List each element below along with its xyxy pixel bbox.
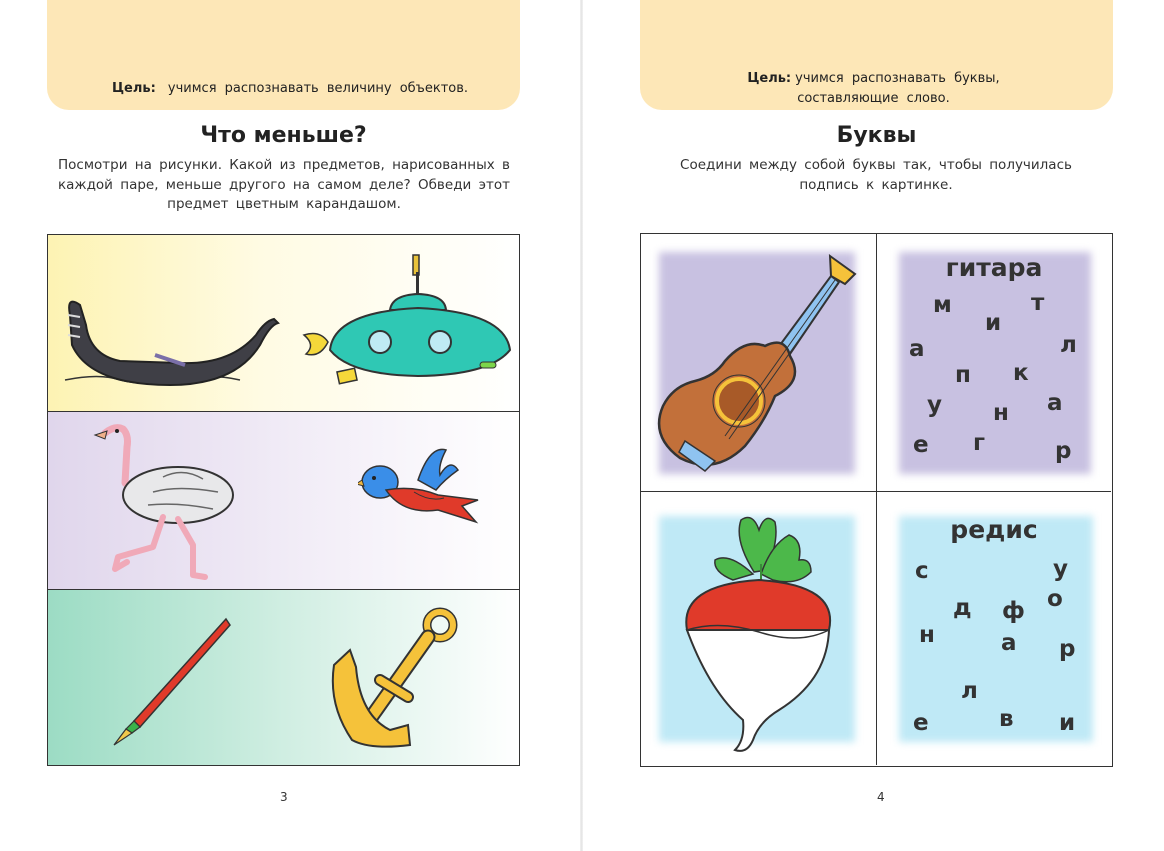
- letter[interactable]: п: [955, 362, 971, 388]
- anchor-icon[interactable]: [330, 605, 460, 755]
- letter[interactable]: у: [927, 392, 942, 418]
- radish-letters-cell: [877, 492, 1111, 765]
- letter[interactable]: р: [1055, 438, 1072, 464]
- page-title: Буквы: [836, 123, 917, 148]
- pair-row-birds: [48, 412, 519, 590]
- left-page: [0, 0, 580, 851]
- letter[interactable]: о: [1047, 586, 1063, 612]
- letter[interactable]: л: [1060, 332, 1077, 358]
- comparison-panel: [47, 234, 520, 766]
- goal-text: [583, 69, 1164, 109]
- letter[interactable]: и: [985, 310, 1002, 336]
- letter[interactable]: л: [961, 678, 978, 704]
- letter[interactable]: к: [1013, 360, 1029, 386]
- radish-cell: [641, 492, 877, 765]
- goal-description-line2: составляющие слово.: [797, 91, 950, 106]
- goal-text: [0, 79, 580, 99]
- small-bird-icon[interactable]: [358, 440, 483, 535]
- guitar-letters-cell: [877, 234, 1111, 492]
- goal-description: учимся распознавать величину объектов.: [167, 81, 469, 96]
- letter[interactable]: р: [1059, 636, 1076, 662]
- letter[interactable]: с: [915, 558, 929, 584]
- page-number: 3: [280, 790, 288, 804]
- guitar-cell: [641, 234, 877, 492]
- letter[interactable]: е: [913, 710, 929, 736]
- ostrich-icon[interactable]: [93, 417, 243, 582]
- caption-word-guitar: гитара: [945, 253, 1043, 282]
- letter[interactable]: г: [973, 430, 986, 456]
- page-number: 4: [877, 790, 885, 804]
- letter[interactable]: д: [953, 595, 972, 621]
- letter[interactable]: а: [1047, 390, 1063, 416]
- page-title: Что меньше?: [200, 123, 367, 148]
- letter[interactable]: и: [1059, 710, 1076, 736]
- caption-word-radish: редис: [950, 515, 1038, 544]
- letter[interactable]: н: [993, 400, 1009, 426]
- submarine-icon[interactable]: [300, 250, 515, 395]
- right-page: [583, 0, 1164, 851]
- goal-description-line1: учимся распознавать буквы,: [795, 71, 1000, 86]
- instruction-text: Соедини между собой буквы так, чтобы получилась подпись к картинке.: [680, 157, 1072, 193]
- letter[interactable]: а: [1001, 630, 1017, 656]
- pair-row-boats: [48, 235, 519, 412]
- goal-label: Цель:: [747, 71, 792, 86]
- letter[interactable]: ф: [1002, 598, 1025, 624]
- guitar-icon[interactable]: [655, 246, 865, 478]
- gondola-icon[interactable]: [60, 285, 285, 395]
- letter[interactable]: м: [933, 292, 952, 318]
- letter[interactable]: е: [913, 432, 929, 458]
- letter[interactable]: в: [999, 706, 1014, 732]
- instruction-text: Посмотри на рисунки. Какой из предметов, нарисованных в каждой паре, меньше другого на самом деле? Обведи этот предмет цветным карандашом.: [58, 157, 510, 212]
- letters-panel: [640, 233, 1113, 767]
- letter[interactable]: н: [919, 622, 935, 648]
- pair-row-pen-anchor: [48, 590, 519, 765]
- letter[interactable]: а: [909, 336, 925, 362]
- goal-label: Цель:: [111, 81, 156, 96]
- letter[interactable]: у: [1053, 556, 1068, 582]
- pen-icon[interactable]: [110, 615, 235, 750]
- radish-icon[interactable]: [679, 500, 839, 762]
- letter[interactable]: т: [1031, 290, 1045, 316]
